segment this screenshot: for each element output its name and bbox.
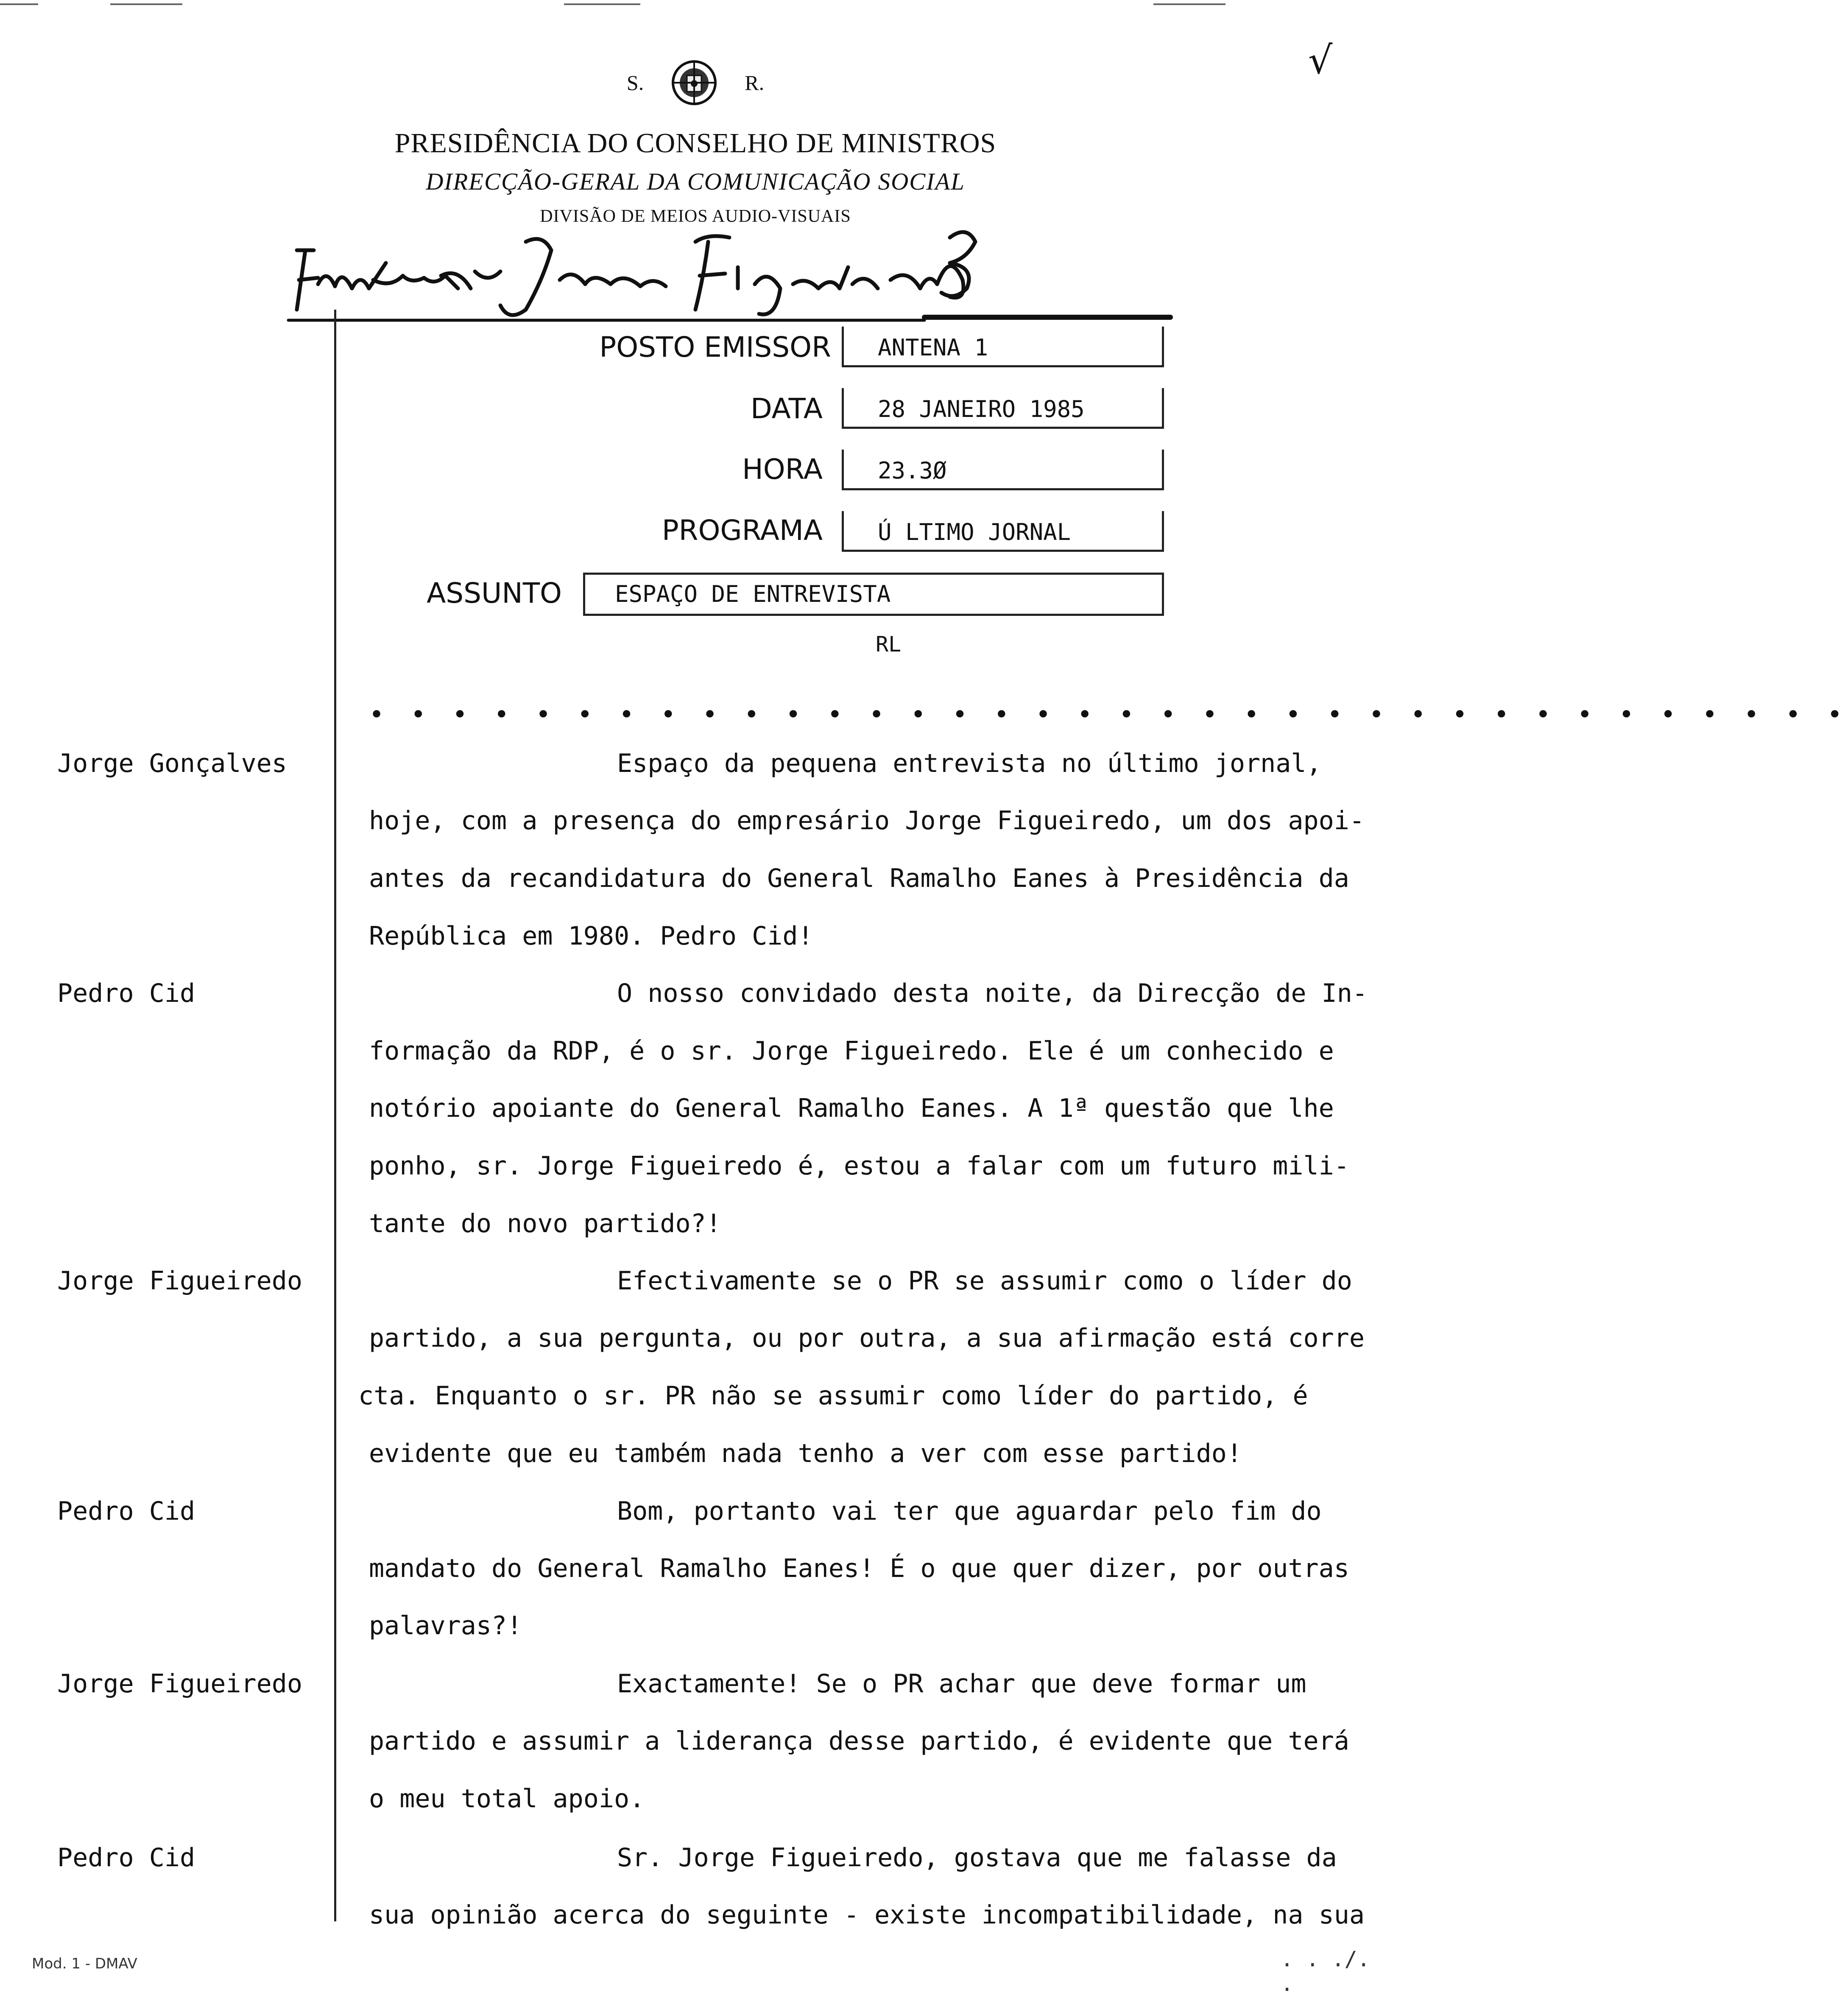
seal-left-letter: S. [626, 71, 644, 95]
directorate-heading: DIRECÇÃO-GERAL DA COMUNICAÇÃO SOCIAL [426, 168, 965, 195]
programa-label: PROGRAMA [662, 514, 823, 547]
assunto-field [583, 573, 1164, 616]
continuation-mark: . . ./. . [1281, 1947, 1370, 1996]
handwritten-title [288, 225, 1179, 322]
programa-value: Ú LTIMO JORNAL [878, 519, 1071, 545]
transcript-line: hoje, com a presença do empresário Jorge Figueiredo, um dos apoi- [369, 806, 1365, 836]
assunto-value: ESPAÇO DE ENTREVISTA [615, 581, 891, 607]
seal-right-letter: R. [745, 71, 765, 95]
coat-of-arms-icon [671, 59, 717, 106]
speaker-label: Pedro Cid [57, 978, 195, 1008]
scan-line [110, 3, 182, 5]
speaker-label: Pedro Cid [57, 1843, 195, 1873]
transcript-line: sua opinião acerca do seguinte - existe incompatibilidade, na sua [369, 1900, 1365, 1930]
transcript-line: palavras?! [369, 1611, 522, 1641]
initials: RL [876, 632, 902, 657]
transcript-line: Espaço da pequena entrevista no último jornal, [617, 749, 1322, 778]
transcript-line: antes da recandidatura do General Ramalho Eanes à Presidência da [369, 864, 1349, 893]
transcript-line: República em 1980. Pedro Cid! [369, 921, 813, 951]
transcript-line: O nosso convidado desta noite, da Direcção de In- [617, 978, 1368, 1008]
transcript-line: mandato do General Ramalho Eanes! É o que quer dizer, por outras [369, 1554, 1349, 1583]
posto-emissor-label: POSTO EMISSOR [599, 331, 831, 363]
speaker-label: Pedro Cid [57, 1496, 195, 1526]
transcript-line: Exactamente! Se o PR achar que deve formar um [617, 1669, 1306, 1699]
separator-dots: • • • • • • • • • • • • • • • • • • • • • • • • • • • • • • • • • • • • [369, 700, 1848, 730]
transcript-line: ponho, sr. Jorge Figueiredo é, estou a falar com um futuro mili- [369, 1151, 1349, 1181]
left-margin-rule [334, 310, 336, 1921]
check-mark: √ [1308, 38, 1333, 83]
speaker-label: Jorge Gonçalves [57, 749, 287, 778]
transcript-line: notório apoiante do General Ramalho Eanes. A 1ª questão que lhe [369, 1093, 1334, 1123]
data-value: 28 JANEIRO 1985 [878, 396, 1085, 422]
hora-label: HORA [742, 453, 823, 486]
transcript-line: cta. Enquanto o sr. PR não se assumir como líder do partido, é [358, 1381, 1308, 1411]
transcript-line: partido e assumir a liderança desse partido, é evidente que terá [369, 1726, 1349, 1756]
posto-emissor-value: ANTENA 1 [878, 334, 988, 361]
seal-row [0, 59, 1391, 115]
transcript-line: o meu total apoio. [369, 1784, 645, 1814]
transcript-line: tante do novo partido?! [369, 1209, 721, 1238]
transcript-line: partido, a sua pergunta, ou por outra, a sua afirmação está corre [369, 1323, 1365, 1353]
assunto-label: ASSUNTO [427, 577, 562, 609]
division-heading: DIVISÃO DE MEIOS AUDIO-VISUAIS [540, 207, 851, 226]
form-code: Mod. 1 - DMAV [32, 1955, 137, 1972]
hora-value: 23.3Ø [878, 457, 947, 484]
scan-line [1153, 3, 1225, 5]
ministry-heading: PRESIDÊNCIA DO CONSELHO DE MINISTROS [394, 128, 997, 159]
transcript-line: formação da RDP, é o sr. Jorge Figueiredo. Ele é um conhecido e [369, 1036, 1334, 1066]
data-label: DATA [750, 392, 823, 425]
scan-line [564, 3, 640, 5]
transcript-line: evidente que eu também nada tenho a ver com esse partido! [369, 1439, 1242, 1468]
speaker-label: Jorge Figueiredo [57, 1669, 302, 1699]
transcript-line: Bom, portanto vai ter que aguardar pelo fim do [617, 1496, 1322, 1526]
posto-emissor-field [842, 327, 1164, 367]
data-field [842, 388, 1164, 429]
hora-field [842, 450, 1164, 490]
programa-field [842, 511, 1164, 552]
transcript-line: Sr. Jorge Figueiredo, gostava que me falasse da [617, 1843, 1337, 1873]
speaker-label: Jorge Figueiredo [57, 1266, 302, 1296]
scan-line [0, 3, 38, 5]
transcript-line: Efectivamente se o PR se assumir como o líder do [617, 1266, 1352, 1296]
